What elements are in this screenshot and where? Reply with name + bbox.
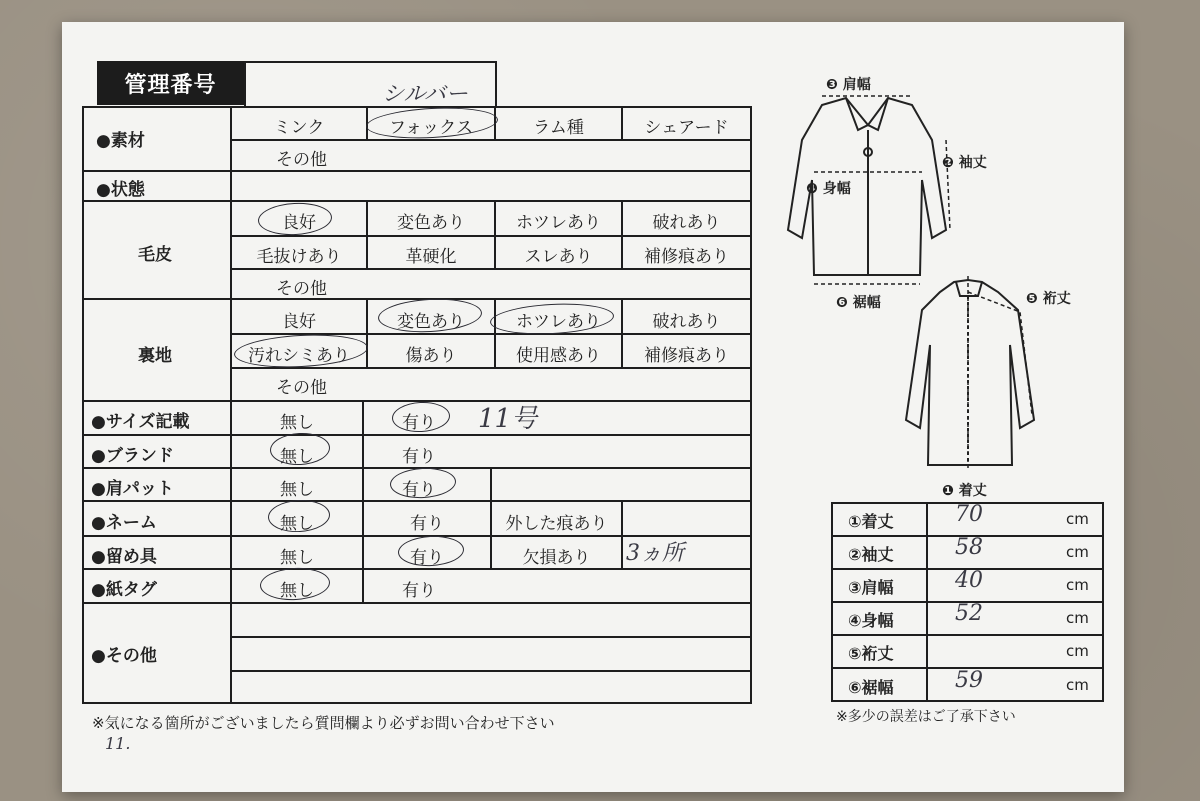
shoulder-pad-label: ●肩パット: [91, 479, 174, 499]
fastener-none: 無し: [280, 548, 314, 568]
footer-handwritten: 11.: [105, 734, 131, 753]
fur-option: スレあり: [524, 247, 593, 267]
name-yes: 有り: [410, 514, 444, 534]
lining-option: 汚れシミあり: [248, 346, 350, 366]
brand-label: ●ブランド: [91, 446, 174, 466]
fur-option: 良好: [282, 213, 316, 233]
fur-option: 毛抜けあり: [256, 247, 342, 267]
measure-unit: cm: [1066, 676, 1089, 694]
lining-label: 裏地: [138, 346, 172, 366]
measure-label: ①着丈: [848, 512, 894, 531]
measure-value: 59: [955, 668, 983, 693]
brand-yes: 有り: [402, 447, 436, 467]
measure-unit: cm: [1066, 642, 1089, 660]
measure-label: ⑥裾幅: [848, 678, 894, 697]
brand-none: 無し: [280, 447, 314, 467]
paper-tag-label: ●紙タグ: [91, 580, 157, 600]
name-tag-label: ●ネーム: [91, 513, 157, 533]
fastener-yes: 有り: [410, 548, 444, 568]
measure-label: ④身幅: [848, 611, 894, 630]
condition-label: ●状態: [96, 180, 145, 200]
material-handwritten: シルバー: [382, 82, 468, 107]
diagram-length-label: ❶ 着丈: [942, 483, 987, 499]
diagram-body-label: ❹ 身幅: [806, 181, 851, 197]
material-option: フォックス: [389, 118, 473, 138]
measure-unit: cm: [1066, 609, 1089, 627]
lining-option: 破れあり: [652, 312, 721, 332]
lining-option: 変色あり: [397, 312, 465, 332]
material-other: その他: [276, 150, 327, 170]
management-number-label: 管理番号: [97, 61, 244, 105]
coat-diagram: [770, 70, 1070, 490]
fur-other: その他: [276, 279, 327, 299]
fastener-missing: 欠損あり: [522, 548, 591, 568]
measure-label: ③肩幅: [848, 578, 894, 597]
measure-value: 52: [955, 601, 983, 626]
material-option: シェアード: [644, 118, 729, 138]
shoulder-pad-yes: 有り: [402, 480, 436, 500]
size-label-label: ●サイズ記載: [91, 412, 190, 432]
diagram-yuki-label: ❺ 裄丈: [1026, 291, 1071, 307]
material-option: ラム種: [533, 118, 584, 138]
fastener-handwritten: 3ヵ所: [626, 541, 684, 566]
fur-option: 補修痕あり: [644, 247, 729, 267]
measure-unit: cm: [1066, 543, 1089, 561]
paper-tag-none: 無し: [280, 581, 314, 601]
lining-option: 傷あり: [405, 346, 457, 366]
fastener-label: ●留め具: [91, 547, 157, 567]
measure-unit: cm: [1066, 510, 1089, 528]
fur-option: 革硬化: [405, 247, 457, 267]
shoulder-pad-none: 無し: [280, 480, 314, 500]
measure-label: ②袖丈: [848, 545, 894, 564]
measure-label: ⑤裄丈: [848, 644, 894, 663]
paper-tag-yes: 有り: [402, 581, 436, 601]
lining-option: 良好: [282, 312, 316, 332]
other-label: ●その他: [91, 646, 157, 666]
lining-option: 使用感あり: [516, 346, 601, 366]
material-label: ●素材: [96, 131, 145, 151]
lining-other: その他: [276, 378, 327, 398]
fur-option: 変色あり: [397, 213, 465, 233]
diagram-hem-label: ❻ 裾幅: [836, 295, 881, 311]
diagram-sleeve-label: ❷ 袖丈: [942, 155, 987, 171]
fur-option: 破れあり: [652, 213, 721, 233]
measure-unit: cm: [1066, 576, 1089, 594]
name-none: 無し: [280, 514, 314, 534]
fur-label: 毛皮: [138, 245, 172, 265]
size-yes: 有り: [402, 413, 436, 433]
fur-option: ホツレあり: [516, 213, 601, 233]
measure-value: 40: [955, 568, 983, 593]
lining-option: 補修痕あり: [644, 346, 729, 366]
measure-value: 58: [955, 535, 983, 560]
footer-note-left: ※気になる箇所がございましたら質問欄より必ずお問い合わせ下さい: [92, 714, 555, 732]
name-removed: 外した痕あり: [505, 514, 608, 534]
size-handwritten: 11号: [478, 404, 538, 434]
diagram-shoulder-label: ❸ 肩幅: [826, 77, 871, 93]
size-none: 無し: [280, 413, 314, 433]
material-option: ミンク: [273, 118, 325, 138]
measure-value: 70: [955, 502, 983, 527]
lining-option: ホツレあり: [516, 312, 601, 332]
footer-note-right: ※多少の誤差はご了承下さい: [836, 709, 1016, 725]
